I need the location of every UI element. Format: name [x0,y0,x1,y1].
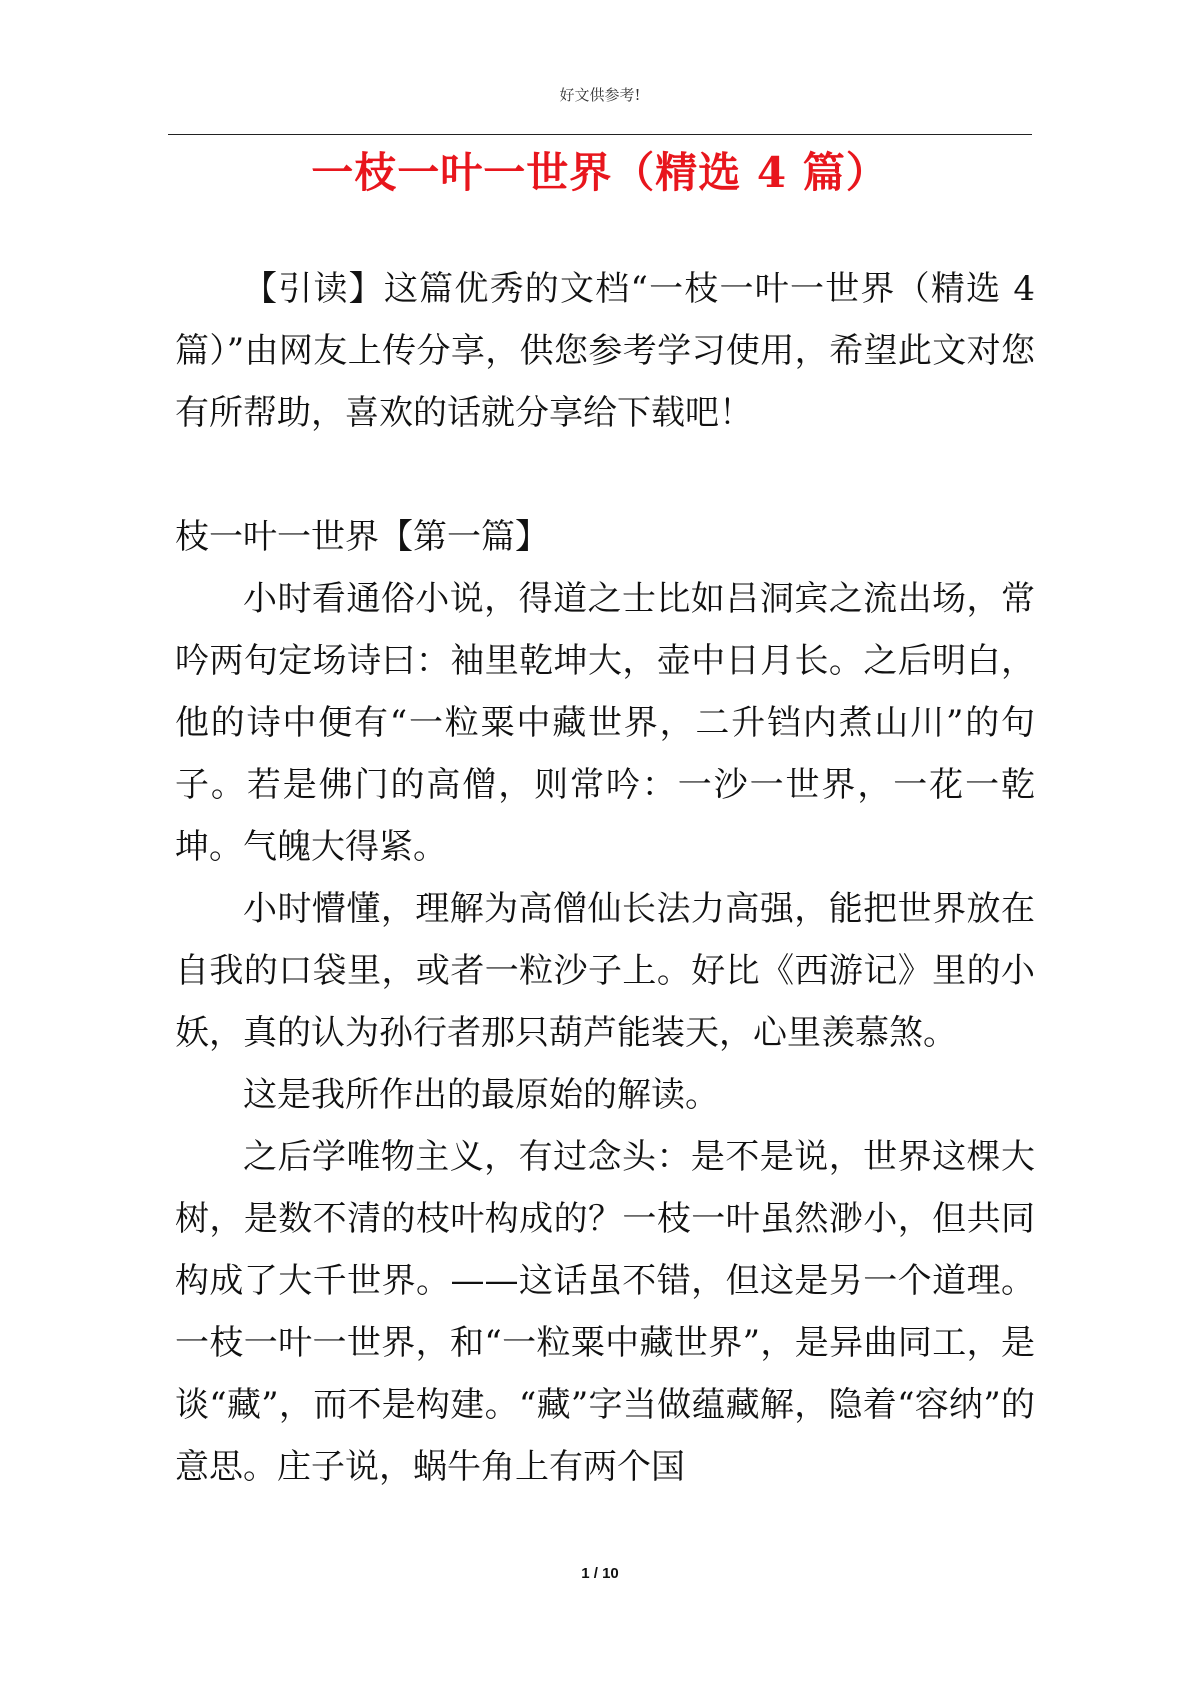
body-paragraph: 这是我所作出的最原始的解读。 [243,1075,719,1115]
section-heading: 枝一叶一世界【第一篇】 [175,517,549,557]
document-body [175,258,1035,1498]
paragraph-gap [175,444,1035,506]
header-divider [168,134,1032,135]
running-header: 好文供参考! [559,86,641,104]
body-paragraph: 小时懵懂，理解为高僧仙长法力高强，能把世界放在自我的口袋里，或者一粒沙子上。好比《西游记》里的小妖，真的认为孙行者那只葫芦能装天，心里羡慕煞。 [175,889,1035,1053]
body-paragraph: 小时看通俗小说，得道之士比如吕洞宾之流出场，常吟两句定场诗曰：袖里乾坤大，壶中日月长。之后明白，他的诗中便有“一粒粟中藏世界，二升铛内煮山川”的句子。若是佛门的高僧，则常吟：一沙一世界，一花一乾坤。气魄大得紧。 [175,579,1035,867]
document-title: 一枝一叶一世界（精选 4 篇） [311,148,889,197]
body-paragraph: 之后学唯物主义，有过念头：是不是说，世界这棵大树，是数不清的枝叶构成的？一枝一叶虽然渺小，但共同构成了大千世界。——这话虽不错，但这是另一个道理。一枝一叶一世界，和“一粒粟中藏世界”，是异曲同工，是谈“藏”，而不是构建。“藏”字当做蕴藏解，隐着“容纳”的意思。庄子说，蜗牛角上有两个国 [175,1137,1035,1487]
page-number: 1 / 10 [581,1565,619,1582]
intro-paragraph: 【引读】这篇优秀的文档“一枝一叶一世界（精选 4 篇）”由网友上传分享，供您参考学习使用，希望此文对您有所帮助，喜欢的话就分享给下载吧！ [175,269,1035,433]
